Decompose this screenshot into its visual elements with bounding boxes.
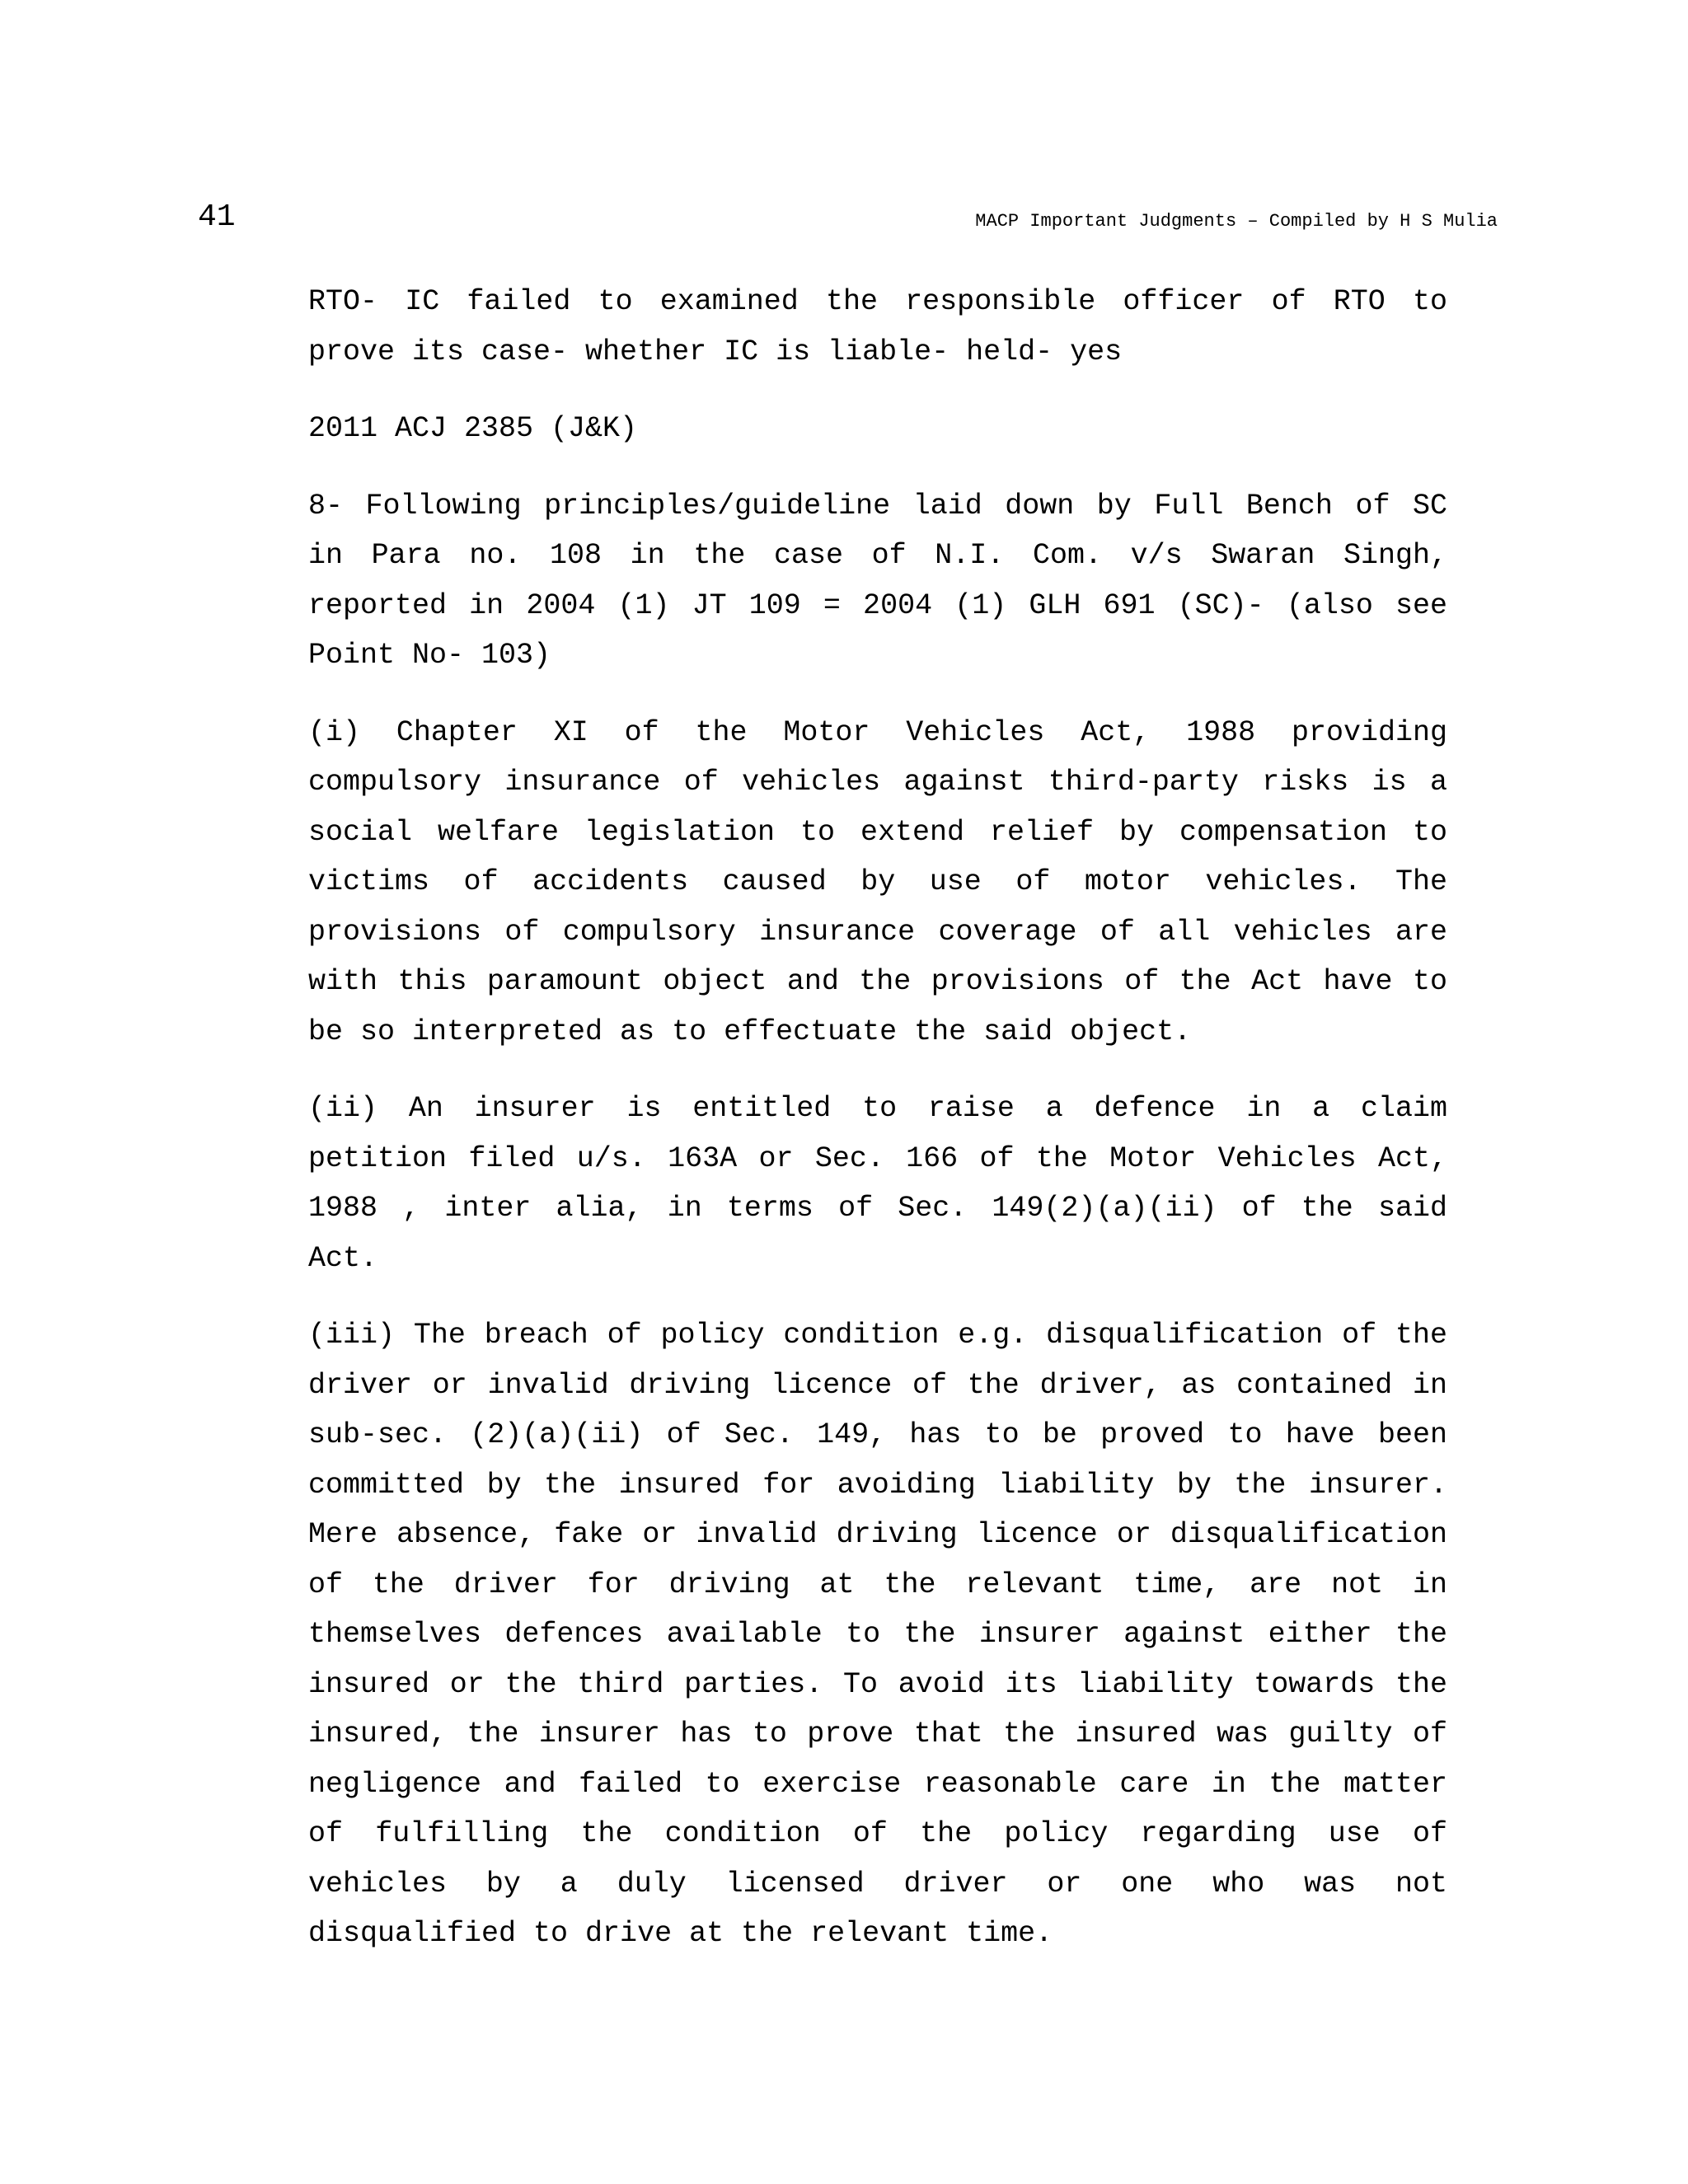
paragraph-citation: 2011 ACJ 2385 (J&K)	[308, 412, 638, 445]
running-header: MACP Important Judgments – Compiled by H S Mulia	[975, 211, 1498, 232]
paragraph-principle-iii: (iii) The breach of policy condition e.g. disqualification of the driver or invalid driving licence of the driver, as contained in sub-sec. (2)(a)(ii) of Sec. 149, has to be proved to have been committed by the insured for avoiding liability by the insurer. Mere absence, fake or invalid driving licence or disqualification of the driver for driving at the relevant time, are not in themselves defences available to the insurer against either the insured or the third parties. To avoid its liability towards the insured, the insurer has to prove that the insured was guilty of negligence and failed to exercise reasonable care in the matter of fulfilling the condition of the policy regarding use of vehicles by a duly licensed driver or one who was not disqualified to drive at the relevant time.	[308, 1319, 1447, 1950]
paragraph-principle-i: (i) Chapter XI of the Motor Vehicles Act, 1988 providing compulsory insurance of vehicles against third-party risks is a social welfare legislation to extend relief by compensation to victims of accidents caused by use of motor vehicles. The provisions of compulsory insurance coverage of all vehicles are with this paramount object and the provisions of the Act have to be so interpreted as to effectuate the said object.	[308, 715, 1447, 1048]
paragraph-principles-intro: 8- Following principles/guideline laid down by Full Bench of SC in Para no. 108 in the case of N.I. Com. v/s Swaran Singh, reported in 2004 (1) JT 109 = 2004 (1) GLH 691 (SC)- (also see Point No- 103)	[308, 489, 1447, 672]
paragraph-rto-liability: RTO- IC failed to examined the responsible officer of RTO to prove its case- whether IC is liable- held- yes	[308, 285, 1447, 368]
page-number: 41	[198, 199, 236, 235]
document-body	[308, 277, 1447, 1986]
paragraph-principle-ii: (ii) An insurer is entitled to raise a defence in a claim petition filed u/s. 163A or Sec. 166 of the Motor Vehicles Act, 1988 , inter alia, in terms of Sec. 149(2)(a)(ii) of the said Act.	[308, 1092, 1447, 1275]
